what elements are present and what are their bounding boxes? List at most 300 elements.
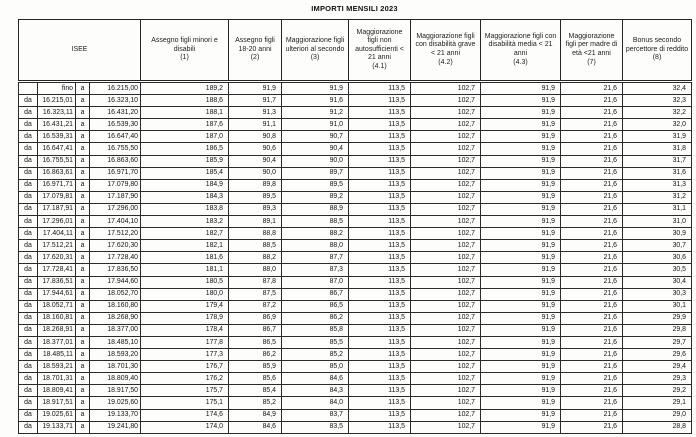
- value-col-4-1: 113,5: [349, 397, 411, 409]
- isee-a-label: a: [76, 336, 90, 348]
- isee-da-label: da: [19, 143, 38, 155]
- value-col-4-3: 91,9: [481, 119, 561, 131]
- value-col-4-1: 113,5: [349, 361, 411, 373]
- isee-da-label: da: [19, 95, 38, 107]
- isee-from-value: 18.809,41: [38, 385, 76, 397]
- value-col-3: 85,2: [282, 349, 349, 361]
- value-col-4-3: 91,9: [481, 252, 561, 264]
- value-col-3: 88,2: [282, 228, 349, 240]
- page-title: IMPORTI MENSILI 2023: [311, 4, 398, 13]
- value-col-2: 84,6: [229, 421, 282, 433]
- value-col-4-1: 113,5: [349, 155, 411, 167]
- value-col-1: 184,3: [141, 191, 229, 203]
- isee-da-label: da: [19, 252, 38, 264]
- value-col-7: 21,6: [561, 203, 623, 215]
- isee-to-value: 18.809,40: [90, 373, 141, 385]
- value-col-8: 32,4: [623, 83, 692, 95]
- value-col-4-1: 113,5: [349, 409, 411, 421]
- value-col-1: 174,6: [141, 409, 229, 421]
- value-col-1: 184,9: [141, 179, 229, 191]
- value-col-3: 84,3: [282, 385, 349, 397]
- table-row: [19, 361, 692, 373]
- isee-da-label: da: [19, 179, 38, 191]
- table-row: [19, 95, 692, 107]
- value-col-4-1: 113,5: [349, 228, 411, 240]
- value-col-1: 187,6: [141, 119, 229, 131]
- table-row: [19, 83, 692, 95]
- value-col-2: 88,0: [229, 264, 282, 276]
- value-col-8: 29,0: [623, 409, 692, 421]
- value-col-7: 21,6: [561, 191, 623, 203]
- value-col-4-1: 113,5: [349, 107, 411, 119]
- value-col-7: 21,6: [561, 373, 623, 385]
- value-col-8: 31,1: [623, 203, 692, 215]
- table-row: [19, 203, 692, 215]
- value-col-7: 21,6: [561, 409, 623, 421]
- isee-from-value: 18.593,21: [38, 361, 76, 373]
- value-col-4-2: 102,7: [411, 131, 481, 143]
- table-row: [19, 155, 692, 167]
- isee-da-label: da: [19, 385, 38, 397]
- value-col-3: 91,2: [282, 107, 349, 119]
- header-col-3: [282, 20, 349, 81]
- value-col-1: 188,1: [141, 107, 229, 119]
- header-col-7: [561, 20, 623, 81]
- isee-a-label: a: [76, 131, 90, 143]
- isee-from-value: 16.971,71: [38, 179, 76, 191]
- isee-da-label: da: [19, 336, 38, 348]
- value-col-4-3: 91,9: [481, 131, 561, 143]
- isee-to-value: 19.133,70: [90, 409, 141, 421]
- value-col-1: 177,3: [141, 349, 229, 361]
- value-col-4-3: 91,9: [481, 349, 561, 361]
- isee-from-value: 16.215,01: [38, 95, 76, 107]
- value-col-2: 90,0: [229, 167, 282, 179]
- isee-da-label: [19, 83, 38, 95]
- isee-da-label: da: [19, 373, 38, 385]
- value-col-4-2: 102,7: [411, 155, 481, 167]
- value-col-4-2: 102,7: [411, 421, 481, 433]
- value-col-3: 87,3: [282, 264, 349, 276]
- header-col-3-label: Maggiorazione figli ulteriori al secondo: [285, 37, 345, 53]
- table-row: [19, 167, 692, 179]
- value-col-4-2: 102,7: [411, 349, 481, 361]
- isee-to-value: 18.485,10: [90, 336, 141, 348]
- value-col-4-3: 91,9: [481, 312, 561, 324]
- value-col-8: 30,3: [623, 288, 692, 300]
- value-col-7: 21,6: [561, 324, 623, 336]
- isee-da-label: da: [19, 240, 38, 252]
- value-col-4-2: 102,7: [411, 397, 481, 409]
- table-row: [19, 240, 692, 252]
- value-col-3: 85,8: [282, 324, 349, 336]
- isee-to-value: 16.431,20: [90, 107, 141, 119]
- isee-from-value: 16.863,61: [38, 167, 76, 179]
- value-col-4-3: 91,9: [481, 288, 561, 300]
- value-col-2: 85,6: [229, 373, 282, 385]
- header-table: [18, 19, 692, 81]
- value-col-1: 178,4: [141, 324, 229, 336]
- value-col-4-2: 102,7: [411, 240, 481, 252]
- value-col-4-1: 113,5: [349, 276, 411, 288]
- value-col-2: 89,1: [229, 216, 282, 228]
- isee-a-label: a: [76, 349, 90, 361]
- value-col-2: 90,4: [229, 155, 282, 167]
- value-col-4-1: 113,5: [349, 95, 411, 107]
- value-col-3: 91,6: [282, 95, 349, 107]
- isee-from-value: 17.512,21: [38, 240, 76, 252]
- header-col-4-1-num: (4.1): [372, 62, 387, 70]
- isee-a-label: a: [76, 191, 90, 203]
- value-col-1: 187,0: [141, 131, 229, 143]
- isee-from-value: 18.485,11: [38, 349, 76, 361]
- value-col-3: 89,7: [282, 167, 349, 179]
- value-col-3: 90,0: [282, 155, 349, 167]
- value-col-8: 29,4: [623, 361, 692, 373]
- value-col-4-2: 102,7: [411, 95, 481, 107]
- value-col-4-1: 113,5: [349, 264, 411, 276]
- isee-from-value: 16.539,31: [38, 131, 76, 143]
- table-row: [19, 312, 692, 324]
- value-col-3: 88,5: [282, 216, 349, 228]
- isee-da-label: da: [19, 155, 38, 167]
- value-col-7: 21,6: [561, 155, 623, 167]
- isee-to-value: 18.917,50: [90, 385, 141, 397]
- value-col-4-3: 91,9: [481, 276, 561, 288]
- value-col-2: 86,5: [229, 336, 282, 348]
- isee-da-label: da: [19, 228, 38, 240]
- value-col-7: 21,6: [561, 228, 623, 240]
- isee-da-label: da: [19, 107, 38, 119]
- value-col-4-1: 113,5: [349, 83, 411, 95]
- value-col-4-3: 91,9: [481, 155, 561, 167]
- value-col-8: 30,4: [623, 276, 692, 288]
- isee-da-label: da: [19, 421, 38, 433]
- isee-from-value: 18.160,81: [38, 312, 76, 324]
- value-col-4-2: 102,7: [411, 409, 481, 421]
- value-col-4-3: 91,9: [481, 421, 561, 433]
- isee-from-value: 17.836,51: [38, 276, 76, 288]
- table-row: [19, 131, 692, 143]
- value-col-8: 31,3: [623, 179, 692, 191]
- value-col-7: 21,6: [561, 83, 623, 95]
- value-col-4-3: 91,9: [481, 191, 561, 203]
- table-row: [19, 264, 692, 276]
- value-col-2: 91,7: [229, 95, 282, 107]
- value-col-4-1: 113,5: [349, 252, 411, 264]
- value-col-7: 21,6: [561, 95, 623, 107]
- value-col-4-3: 91,9: [481, 264, 561, 276]
- value-col-1: 183,8: [141, 203, 229, 215]
- table-row: [19, 409, 692, 421]
- isee-a-label: a: [76, 361, 90, 373]
- isee-da-label: da: [19, 312, 38, 324]
- header-isee: ISEE: [19, 20, 141, 81]
- value-col-2: 91,3: [229, 107, 282, 119]
- value-col-2: 88,2: [229, 252, 282, 264]
- value-col-8: 28,8: [623, 421, 692, 433]
- value-col-3: 88,0: [282, 240, 349, 252]
- header-col-1-label: Assegno figli minori e disabili: [151, 37, 218, 53]
- table-row: [19, 191, 692, 203]
- value-col-3: 91,9: [282, 83, 349, 95]
- isee-a-label: a: [76, 300, 90, 312]
- value-col-8: 29,7: [623, 336, 692, 348]
- header-col-8-label: Bonus secondo percettore di reddito: [625, 37, 689, 53]
- value-col-4-2: 102,7: [411, 373, 481, 385]
- isee-da-label: da: [19, 167, 38, 179]
- value-col-1: 183,2: [141, 216, 229, 228]
- isee-a-label: a: [76, 397, 90, 409]
- isee-from-value: 19.025,61: [38, 409, 76, 421]
- isee-to-value: 17.512,20: [90, 228, 141, 240]
- value-col-7: 21,6: [561, 107, 623, 119]
- value-col-1: 177,8: [141, 336, 229, 348]
- isee-from-value: 16.323,11: [38, 107, 76, 119]
- value-col-4-3: 91,9: [481, 336, 561, 348]
- header-col-3-num: (3): [310, 54, 320, 62]
- value-col-7: 21,6: [561, 312, 623, 324]
- value-col-1: 180,0: [141, 288, 229, 300]
- value-col-1: 188,6: [141, 95, 229, 107]
- header-col-2-num: (2): [250, 54, 260, 62]
- isee-to-value: 17.728,40: [90, 252, 141, 264]
- value-col-7: 21,6: [561, 300, 623, 312]
- value-col-4-3: 91,9: [481, 179, 561, 191]
- value-col-4-3: 91,9: [481, 228, 561, 240]
- isee-from-value: 17.944,61: [38, 288, 76, 300]
- value-col-4-1: 113,5: [349, 312, 411, 324]
- isee-to-value: 18.701,30: [90, 361, 141, 373]
- isee-a-label: a: [76, 324, 90, 336]
- value-col-7: 21,6: [561, 421, 623, 433]
- value-col-2: 90,8: [229, 131, 282, 143]
- value-col-4-2: 102,7: [411, 252, 481, 264]
- isee-a-label: a: [76, 312, 90, 324]
- isee-to-value: 18.377,00: [90, 324, 141, 336]
- value-col-1: 175,1: [141, 397, 229, 409]
- value-col-4-3: 91,9: [481, 107, 561, 119]
- isee-da-label: da: [19, 203, 38, 215]
- isee-da-label: da: [19, 216, 38, 228]
- isee-a-label: a: [76, 203, 90, 215]
- isee-a-label: a: [76, 240, 90, 252]
- value-col-2: 84,9: [229, 409, 282, 421]
- header-col-7-label: Maggiorazione figli per madre di età <21 anni: [565, 32, 618, 57]
- isee-a-label: a: [76, 385, 90, 397]
- value-col-4-1: 113,5: [349, 421, 411, 433]
- isee-from-value: 18.377,01: [38, 336, 76, 348]
- value-col-3: 86,5: [282, 300, 349, 312]
- value-col-3: 90,7: [282, 131, 349, 143]
- value-col-8: 29,9: [623, 312, 692, 324]
- value-col-8: 29,8: [623, 324, 692, 336]
- value-col-2: 88,8: [229, 228, 282, 240]
- value-col-2: 85,9: [229, 361, 282, 373]
- isee-to-value: 19.241,80: [90, 421, 141, 433]
- value-col-2: 89,5: [229, 191, 282, 203]
- value-col-4-2: 102,7: [411, 203, 481, 215]
- value-col-4-3: 91,9: [481, 240, 561, 252]
- isee-to-value: 16.647,40: [90, 131, 141, 143]
- value-col-4-2: 102,7: [411, 216, 481, 228]
- value-col-2: 88,5: [229, 240, 282, 252]
- value-col-4-1: 113,5: [349, 143, 411, 155]
- value-col-4-1: 113,5: [349, 385, 411, 397]
- value-col-2: 90,6: [229, 143, 282, 155]
- value-col-8: 31,9: [623, 131, 692, 143]
- value-col-3: 87,7: [282, 252, 349, 264]
- table-row: [19, 143, 692, 155]
- value-col-4-2: 102,7: [411, 288, 481, 300]
- header-col-4-3-num: (4.3): [513, 58, 528, 66]
- value-col-3: 89,2: [282, 191, 349, 203]
- isee-a-label: a: [76, 83, 90, 95]
- table-row: [19, 119, 692, 131]
- isee-to-value: 17.079,80: [90, 179, 141, 191]
- header-col-4-3: [481, 20, 561, 81]
- data-table: [18, 82, 692, 434]
- header-col-8: [623, 20, 692, 81]
- value-col-7: 21,6: [561, 385, 623, 397]
- value-col-8: 30,1: [623, 300, 692, 312]
- value-col-2: 86,7: [229, 324, 282, 336]
- isee-a-label: a: [76, 216, 90, 228]
- value-col-8: 30,7: [623, 240, 692, 252]
- value-col-4-2: 102,7: [411, 361, 481, 373]
- value-col-4-3: 91,9: [481, 203, 561, 215]
- isee-da-label: da: [19, 264, 38, 276]
- header-col-4-3-label: Maggiorazione figli con disabilità media < 21 anni: [484, 32, 557, 57]
- value-col-4-2: 102,7: [411, 336, 481, 348]
- isee-to-value: 17.187,90: [90, 191, 141, 203]
- isee-from-value: 16.755,51: [38, 155, 76, 167]
- isee-from-value: 19.133,71: [38, 421, 76, 433]
- header-col-1-num: (1): [180, 54, 189, 62]
- value-col-3: 86,7: [282, 288, 349, 300]
- isee-to-value: 17.620,30: [90, 240, 141, 252]
- value-col-7: 21,6: [561, 349, 623, 361]
- isee-a-label: a: [76, 179, 90, 191]
- value-col-4-1: 113,5: [349, 288, 411, 300]
- value-col-7: 21,6: [561, 167, 623, 179]
- value-col-4-1: 113,5: [349, 336, 411, 348]
- value-col-2: 86,2: [229, 349, 282, 361]
- value-col-4-1: 113,5: [349, 216, 411, 228]
- isee-a-label: a: [76, 228, 90, 240]
- value-col-4-1: 113,5: [349, 179, 411, 191]
- isee-a-label: a: [76, 373, 90, 385]
- table-row: [19, 324, 692, 336]
- isee-da-label: da: [19, 349, 38, 361]
- value-col-1: 179,4: [141, 300, 229, 312]
- value-col-8: 30,9: [623, 228, 692, 240]
- value-col-7: 21,6: [561, 216, 623, 228]
- isee-from-value: 18.052,71: [38, 300, 76, 312]
- table-row: [19, 252, 692, 264]
- isee-to-value: 16.863,60: [90, 155, 141, 167]
- isee-to-value: 16.755,50: [90, 143, 141, 155]
- value-col-8: 29,1: [623, 397, 692, 409]
- value-col-7: 21,6: [561, 264, 623, 276]
- header-col-2-label: Assegno figli 18-20 anni: [235, 37, 275, 53]
- value-col-2: 89,3: [229, 203, 282, 215]
- table-row: [19, 276, 692, 288]
- table-row: [19, 228, 692, 240]
- isee-to-value: 17.404,10: [90, 216, 141, 228]
- header-col-4-2-label: Maggiorazione figli con disabilità grave < 21 anni: [415, 32, 476, 57]
- isee-da-label: da: [19, 191, 38, 203]
- value-col-3: 89,5: [282, 179, 349, 191]
- value-col-7: 21,6: [561, 361, 623, 373]
- value-col-2: 91,9: [229, 83, 282, 95]
- isee-a-label: a: [76, 409, 90, 421]
- value-col-3: 85,0: [282, 361, 349, 373]
- value-col-4-3: 91,9: [481, 361, 561, 373]
- isee-from-value: 18.268,91: [38, 324, 76, 336]
- value-col-4-3: 91,9: [481, 385, 561, 397]
- isee-from-value: 17.187,91: [38, 203, 76, 215]
- value-col-4-2: 102,7: [411, 179, 481, 191]
- value-col-4-1: 113,5: [349, 203, 411, 215]
- value-col-2: 85,2: [229, 397, 282, 409]
- isee-to-value: 19.025,60: [90, 397, 141, 409]
- value-col-8: 32,3: [623, 95, 692, 107]
- isee-to-value: 18.052,70: [90, 288, 141, 300]
- value-col-4-1: 113,5: [349, 349, 411, 361]
- value-col-2: 87,5: [229, 288, 282, 300]
- value-col-8: 32,0: [623, 119, 692, 131]
- isee-to-value: 17.296,00: [90, 203, 141, 215]
- value-col-4-2: 102,7: [411, 312, 481, 324]
- isee-from-value: 16.431,21: [38, 119, 76, 131]
- isee-da-label: da: [19, 276, 38, 288]
- table-row: [19, 349, 692, 361]
- value-col-3: 84,0: [282, 397, 349, 409]
- value-col-4-3: 91,9: [481, 83, 561, 95]
- value-col-1: 185,9: [141, 155, 229, 167]
- value-col-3: 83,5: [282, 421, 349, 433]
- isee-to-value: 16.323,10: [90, 95, 141, 107]
- table-row: [19, 300, 692, 312]
- isee-a-label: a: [76, 264, 90, 276]
- isee-da-label: da: [19, 288, 38, 300]
- header-col-4-2: [411, 20, 481, 81]
- value-col-4-3: 91,9: [481, 167, 561, 179]
- isee-da-label: da: [19, 324, 38, 336]
- value-col-8: 29,2: [623, 385, 692, 397]
- isee-a-label: a: [76, 167, 90, 179]
- value-col-1: 180,5: [141, 276, 229, 288]
- value-col-4-2: 102,7: [411, 167, 481, 179]
- value-col-7: 21,6: [561, 143, 623, 155]
- value-col-7: 21,6: [561, 397, 623, 409]
- header-col-7-num: (7): [587, 58, 596, 66]
- value-col-4-3: 91,9: [481, 397, 561, 409]
- isee-da-label: da: [19, 397, 38, 409]
- header-col-2: [229, 20, 282, 81]
- value-col-1: 175,7: [141, 385, 229, 397]
- value-col-4-3: 91,9: [481, 95, 561, 107]
- isee-a-label: a: [76, 288, 90, 300]
- isee-from-value: 18.917,51: [38, 397, 76, 409]
- value-col-8: 30,5: [623, 264, 692, 276]
- isee-to-value: 16.539,30: [90, 119, 141, 131]
- value-col-4-1: 113,5: [349, 131, 411, 143]
- value-col-7: 21,6: [561, 131, 623, 143]
- value-col-3: 87,0: [282, 276, 349, 288]
- isee-from-value: 16.647,41: [38, 143, 76, 155]
